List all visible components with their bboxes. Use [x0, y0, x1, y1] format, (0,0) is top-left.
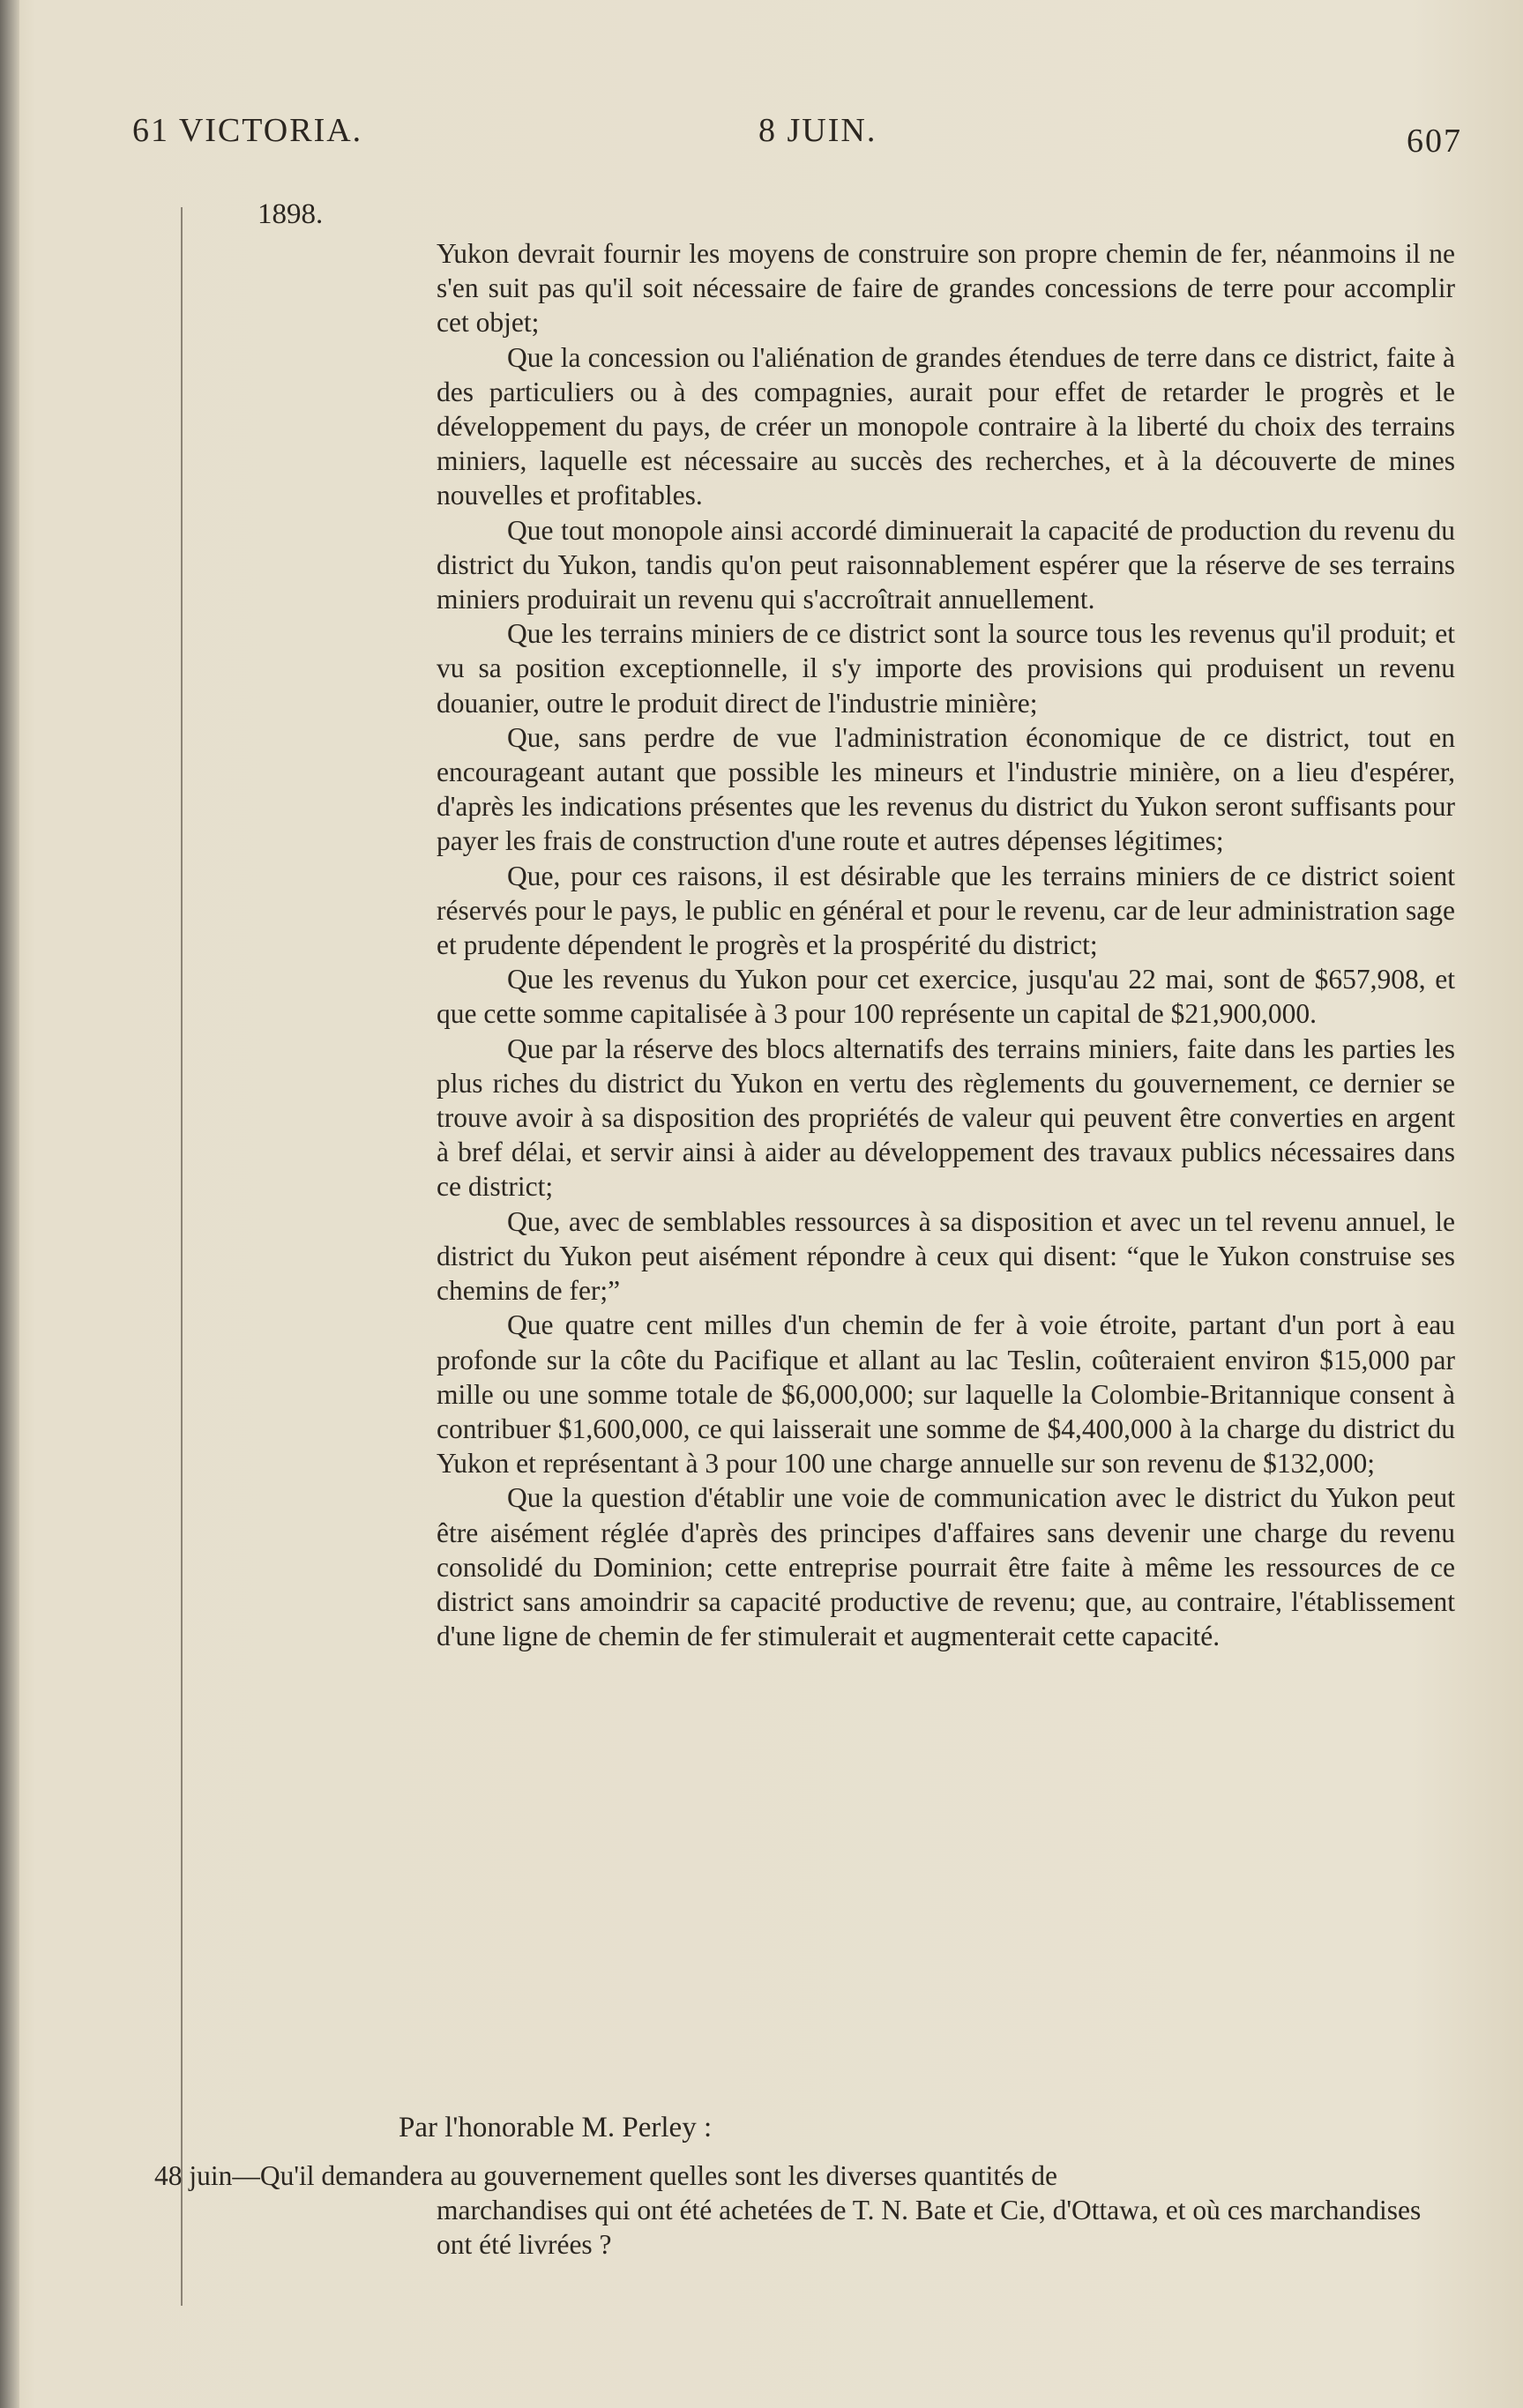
header-volume: 61 VICTORIA. [132, 112, 363, 149]
motion-continuation: marchandises qui ont été achetées de T. N. Bate et Cie, d'Ottawa, et où ces marchandises ont été livrées ? [437, 2195, 1422, 2260]
paragraph: Que quatre cent milles d'un chemin de fer à voie étroite, partant d'un port à eau profonde sur la côte du Pacifique et allant au lac Teslin, coûteraient environ $15,000 par mille ou une somme totale de $6,000,000; sur laquelle la Colombie-Britannique consent à contribuer $1,600,000, ce qui laisserait une somme de $4,400,000 à la charge du district du Yukon et représentant à 3 pour 100 une charge annuelle sur son revenu de $132,000; [437, 1309, 1455, 1480]
motion-reference: 48 juin—Qu'il demandera au gouvernement quelles sont les diverses quantités de [154, 2160, 1057, 2191]
header-date: 8 JUIN. [758, 112, 877, 149]
paragraph: Que les revenus du Yukon pour cet exercice, jusqu'au 22 mai, sont de $657,908, et que cette somme capitalisée à 3 pour 100 représente un capital de $21,900,000. [437, 964, 1455, 1030]
margin-rule [181, 207, 183, 2306]
paragraph: Que, sans perdre de vue l'administration économique de ce district, tout en encourageant autant que possible les mineurs et l'industrie minière, on a lieu d'espérer, d'après les indications présentes que les revenus du district du Yukon seront suffisants pour payer les frais de construction d'une route et autres dépenses légitimes; [437, 721, 1455, 857]
margin-year: 1898. [258, 198, 324, 230]
body-text [437, 236, 1455, 1653]
paragraph: Que tout monopole ainsi accordé diminuerait la capacité de production du revenu du district du Yukon, tandis qu'on peut raisonnablement espérer que la réserve de ses terrains miniers produirait un revenu qui s'accroîtrait annuellement. [437, 514, 1455, 615]
paragraph: Que la concession ou l'aliénation de grandes étendues de terre dans ce district, faite à des particuliers ou à des compagnies, aurait pour effet de retarder le progrès et le développement du pays, de créer un monopole contraire à la liberté du choix des terrains miniers, laquelle est nécessaire au succès des recherches, et à la découverte de mines nouvelles et profitables. [437, 341, 1455, 511]
paragraph: Yukon devrait fournir les moyens de construire son propre chemin de fer, néanmoins il ne s'en suit pas qu'il soit nécessaire de faire de grandes concessions de terre pour accomplir cet objet; [437, 238, 1455, 339]
paragraph: Que, pour ces raisons, il est désirable que les terrains miniers de ce district soient réservés pour le pays, le public en général et pour le revenu, car de leur administration sage et prudente dépendent le progrès et la prospérité du district; [437, 860, 1455, 961]
paragraph: Que, avec de semblables ressources à sa disposition et avec un tel revenu annuel, le district du Yukon peut aisément répondre à ceux qui disent: “que le Yukon construise ses chemins de fer;” [437, 1205, 1455, 1307]
book-binding-edge [0, 0, 19, 2408]
paragraph: Que par la réserve des blocs alternatifs des terrains miniers, faite dans les parties les plus riches du district du Yukon en vertu des règlements du gouvernement, ce dernier se trouve avoir à sa disposition des propriétés de valeur qui peuvent être converties en argent à bref délai, et servir ainsi à aider au développement des travaux publics nécessaires dans ce district; [437, 1033, 1455, 1203]
running-header [132, 104, 1462, 160]
paragraph: Que les terrains miniers de ce district sont la source tous les revenus qu'il produit; et vu sa position exceptionnelle, il s'y importe des provisions qui produisent un revenu douanier, outre le produit direct de l'industrie minière; [437, 618, 1455, 719]
paragraph: Que la question d'établir une voie de communication avec le district du Yukon peut être aisément réglée d'après des principes d'affaires sans devenir une charge du revenu consolidé du Dominion; cette entreprise pourrait être faite à même les ressources de ce district sans amoindrir sa capacité productive de revenu; que, au contraire, l'établissement d'une ligne de chemin de fer stimulerait et augmenterait cette capacité. [437, 1482, 1455, 1652]
by-line: Par l'honorable M. Perley : [399, 2112, 713, 2143]
page-number: 607 [1407, 123, 1462, 160]
